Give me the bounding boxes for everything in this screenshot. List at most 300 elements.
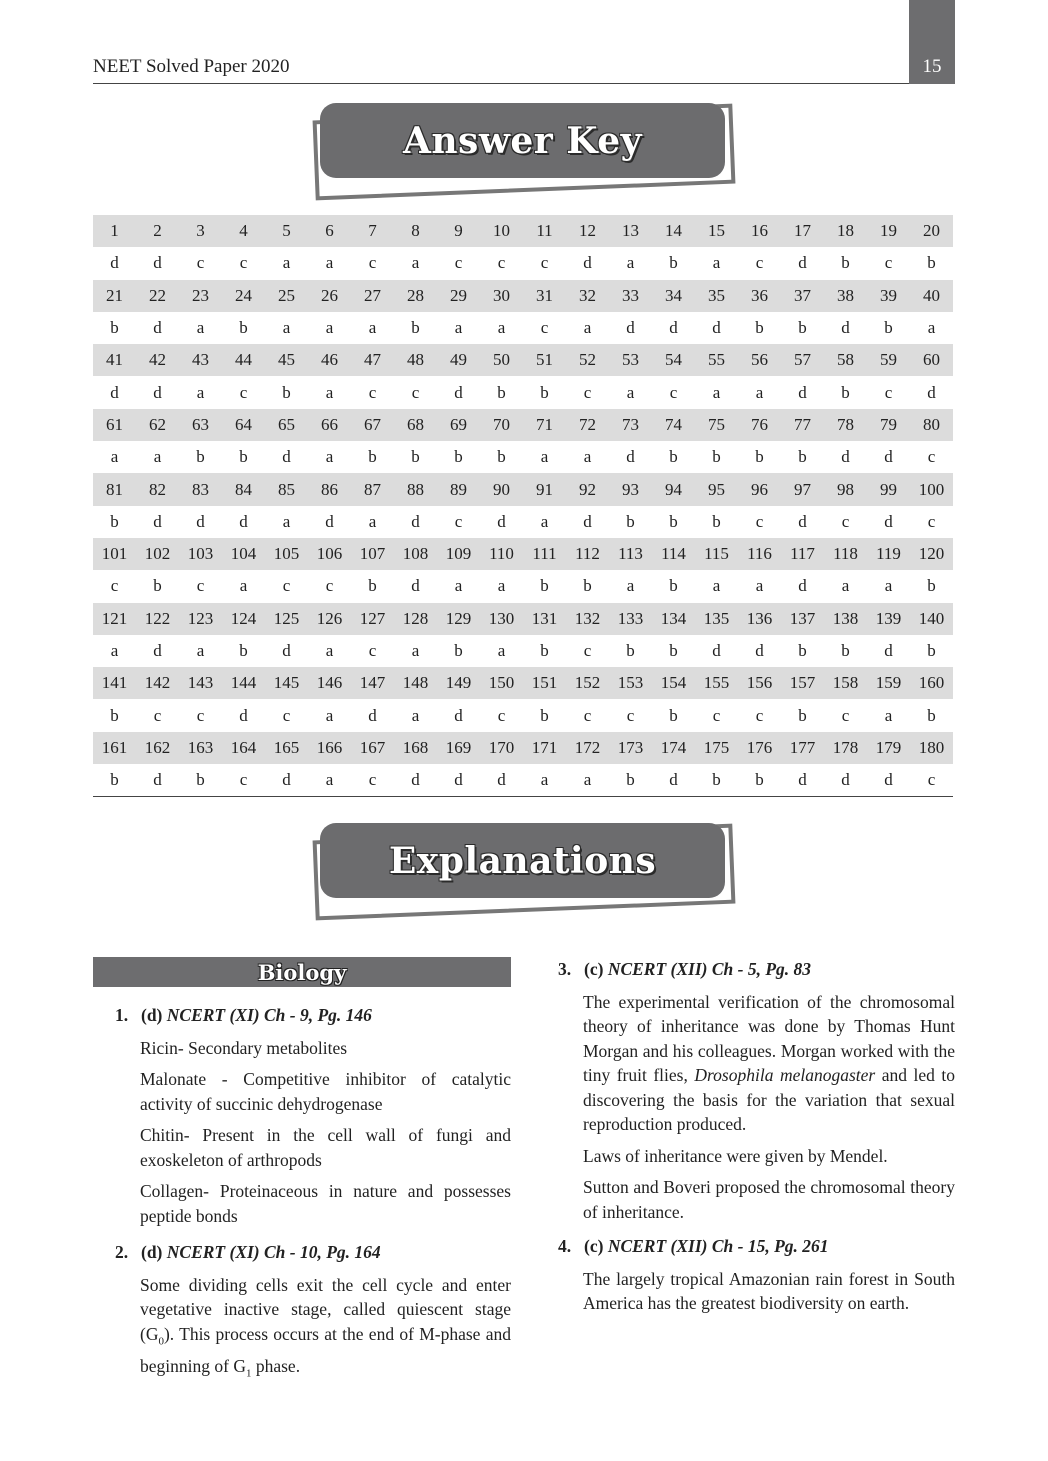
question-number-cell: 20 [910, 215, 953, 247]
question-number-cell: 45 [265, 344, 308, 376]
answer-cell: b [884, 318, 893, 338]
question-number-cell: 173 [609, 732, 652, 764]
question-number-cell: 120 [910, 538, 953, 570]
answer-cell: c [454, 511, 463, 531]
answer-cell: b [93, 764, 136, 797]
answer-cell: c [755, 705, 764, 725]
answer-cell: c [497, 253, 506, 273]
answer-cell: d [583, 253, 592, 273]
answer-cell: b [626, 641, 635, 660]
question-number-cell: 77 [781, 409, 824, 441]
question-number-cell: 17 [781, 215, 824, 247]
question-number-cell: 29 [437, 280, 480, 312]
question-number-cell: 33 [609, 280, 652, 312]
question-number-cell: 136 [738, 603, 781, 635]
question-number-cell: 85 [265, 473, 308, 505]
question-number: 1. [115, 1005, 129, 1025]
answer-cell: b [798, 447, 807, 467]
question-number-cell: 71 [523, 409, 566, 441]
right-column [558, 957, 955, 1323]
question-number-cell: 128 [394, 603, 437, 635]
explanation-paragraph [115, 1273, 511, 1386]
question-number-cell: 75 [695, 409, 738, 441]
answer-cell: b [755, 447, 764, 467]
question-number-row [93, 409, 953, 441]
question-option: (d) [141, 1005, 163, 1025]
answer-row [93, 635, 953, 667]
answer-cell: b [669, 576, 678, 596]
question-number-cell: 153 [609, 667, 652, 699]
answer-cell: d [626, 318, 635, 338]
answer-cell: a [566, 764, 609, 797]
answer-cell: a [626, 576, 635, 596]
question-number-cell: 30 [480, 280, 523, 312]
answer-cell: b [695, 764, 738, 797]
question-number-cell: 166 [308, 732, 351, 764]
question-number-cell: 172 [566, 732, 609, 764]
question-reference: NCERT (XII) Ch - 5, Pg. 83 [607, 959, 812, 979]
question-number-cell: 180 [910, 732, 953, 764]
question-number-cell: 84 [222, 473, 265, 505]
question-number-cell: 122 [136, 603, 179, 635]
question-number-cell: 156 [738, 667, 781, 699]
answer-cell: b [411, 318, 420, 338]
question-number-cell: 23 [179, 280, 222, 312]
answer-cell: d [454, 382, 463, 402]
answer-cell: a [411, 641, 420, 660]
answer-cell: c [540, 318, 549, 338]
answer-cell: a [196, 641, 205, 660]
question-number-row [93, 344, 953, 376]
answer-cell: a [282, 318, 291, 338]
question-option: (d) [141, 1242, 163, 1262]
answer-cell: c [351, 764, 394, 797]
answer-cell: d [583, 511, 592, 531]
question-number-cell: 61 [93, 409, 136, 441]
answer-cell: b [669, 511, 678, 531]
explanation-paragraph [558, 990, 955, 1137]
answer-cell: b [110, 705, 119, 725]
question-number-cell: 41 [93, 344, 136, 376]
question-number-cell: 27 [351, 280, 394, 312]
question-number-cell: 143 [179, 667, 222, 699]
question-number-cell: 92 [566, 473, 609, 505]
answer-cell: a [368, 318, 377, 338]
question-number-row [93, 732, 953, 764]
answer-cell: d [153, 253, 162, 273]
explanation-paragraph: Laws of inheritance were given by Mendel. [583, 1145, 888, 1166]
question-number-cell: 50 [480, 344, 523, 376]
question-number-cell: 73 [609, 409, 652, 441]
answer-cell: d [454, 705, 463, 725]
question-number-cell: 101 [93, 538, 136, 570]
running-header-title: NEET Solved Paper 2020 [93, 56, 290, 77]
question-number-cell: 126 [308, 603, 351, 635]
explanation-paragraph: Malonate - Competitive inhibitor of catalytic activity of succinic dehydrogenase [140, 1069, 511, 1114]
answer-cell: a [540, 511, 549, 531]
question-number-cell: 151 [523, 667, 566, 699]
answer-key-banner [312, 100, 742, 215]
answer-cell: c [884, 253, 893, 273]
question-number-cell: 57 [781, 344, 824, 376]
question-number-cell: 116 [738, 538, 781, 570]
question-number-cell: 175 [695, 732, 738, 764]
answer-cell: b [798, 318, 807, 338]
answer-cell: d [437, 764, 480, 797]
question-number-cell: 88 [394, 473, 437, 505]
question-number-cell: 11 [523, 215, 566, 247]
answer-cell: c [196, 576, 205, 596]
answer-cell: a [196, 382, 205, 402]
answer-cell: b [609, 764, 652, 797]
answer-cell: c [196, 705, 205, 725]
answer-cell: a [884, 705, 893, 725]
question-number-cell: 69 [437, 409, 480, 441]
question-number-cell: 46 [308, 344, 351, 376]
answer-cell: a [196, 318, 205, 338]
question-number-cell: 142 [136, 667, 179, 699]
answer-cell: d [136, 764, 179, 797]
answer-cell: c [153, 705, 162, 725]
question-number-cell: 109 [437, 538, 480, 570]
question-number-row [93, 280, 953, 312]
answer-cell: a [308, 764, 351, 797]
question-number-cell: 125 [265, 603, 308, 635]
question-number-cell: 68 [394, 409, 437, 441]
question-number-cell: 157 [781, 667, 824, 699]
answer-cell: c [239, 382, 248, 402]
answer-cell: a [239, 576, 248, 596]
answer-cell: a [583, 318, 592, 338]
explanation-paragraph: Collagen- Proteinaceous in nature and possesses peptide bonds [140, 1181, 511, 1226]
answer-cell: d [798, 576, 807, 596]
answer-cell: a [583, 447, 592, 467]
answer-cell: a [153, 447, 162, 467]
answer-cell: a [110, 641, 119, 660]
answer-cell: b [110, 318, 119, 338]
question-number-cell: 31 [523, 280, 566, 312]
answer-cell: c [368, 641, 377, 660]
question-number-row [93, 538, 953, 570]
question-number-cell: 102 [136, 538, 179, 570]
explanation-paragraph: The largely tropical Amazonian rain forest in South America has the greatest biodiversity on earth. [583, 1268, 955, 1313]
text-run: Some dividing cells exit the cell cycle and enter vegetative inactive stage, called quiescent stage (G [140, 1274, 511, 1344]
answer-cell: d [196, 511, 205, 531]
answer-cell: c [497, 705, 506, 725]
answer-cell: d [884, 641, 893, 660]
explanation-paragraph: Ricin- Secondary metabolites [140, 1037, 348, 1058]
answer-key-table [93, 215, 953, 797]
question-number-cell: 129 [437, 603, 480, 635]
answer-cell: b [282, 382, 291, 402]
answer-cell: a [325, 705, 334, 725]
answer-cell: c [841, 705, 850, 725]
question-number-cell: 32 [566, 280, 609, 312]
question-number-cell: 161 [93, 732, 136, 764]
question-number-cell: 95 [695, 473, 738, 505]
answer-row [93, 764, 953, 797]
answer-cell: d [884, 447, 893, 467]
answer-cell: b [738, 764, 781, 797]
question-number-cell: 54 [652, 344, 695, 376]
question-number-cell: 82 [136, 473, 179, 505]
answer-cell: c [626, 705, 635, 725]
header-rule [93, 83, 955, 84]
answer-cell: b [583, 576, 592, 596]
question-number-cell: 60 [910, 344, 953, 376]
answer-cell: a [110, 447, 119, 467]
answer-cell: d [867, 764, 910, 797]
answer-cell: b [669, 641, 678, 660]
question-number-cell: 139 [867, 603, 910, 635]
question-number-cell: 9 [437, 215, 480, 247]
question-number-cell: 21 [93, 280, 136, 312]
question-number-row [93, 215, 953, 247]
question-number-cell: 38 [824, 280, 867, 312]
answer-cell: d [884, 511, 893, 531]
question-number-cell: 74 [652, 409, 695, 441]
question-number-cell: 149 [437, 667, 480, 699]
question-number-cell: 130 [480, 603, 523, 635]
question-number-cell: 70 [480, 409, 523, 441]
question-number-cell: 112 [566, 538, 609, 570]
question-number-cell: 5 [265, 215, 308, 247]
answer-cell: c [583, 705, 592, 725]
answer-cell: c [583, 641, 592, 660]
answer-cell: a [497, 641, 506, 660]
answer-cell: a [368, 511, 377, 531]
answer-cell: d [798, 382, 807, 402]
answer-cell: a [454, 576, 463, 596]
answer-cell: d [824, 764, 867, 797]
answer-cell: b [540, 705, 549, 725]
question-number-cell: 99 [867, 473, 910, 505]
answer-cell: b [454, 447, 463, 467]
page-number-tab [909, 0, 955, 84]
question-number-cell: 55 [695, 344, 738, 376]
question-number-cell: 86 [308, 473, 351, 505]
answer-cell: b [841, 253, 850, 273]
question-number-cell: 96 [738, 473, 781, 505]
answer-cell: b [669, 253, 678, 273]
question-number-cell: 93 [609, 473, 652, 505]
answer-cell: d [239, 511, 248, 531]
question-number-cell: 51 [523, 344, 566, 376]
question-number-cell: 148 [394, 667, 437, 699]
answer-cell: c [454, 253, 463, 273]
answer-row [93, 506, 953, 538]
species-name: Drosophila melanogaster [694, 1065, 876, 1085]
question-number-cell: 174 [652, 732, 695, 764]
question-number-cell: 167 [351, 732, 394, 764]
question-number-cell: 90 [480, 473, 523, 505]
answer-cell: d [652, 764, 695, 797]
question-number-cell: 169 [437, 732, 480, 764]
answer-cell: a [325, 447, 334, 467]
question-number-cell: 135 [695, 603, 738, 635]
answer-cell: b [540, 576, 549, 596]
answer-cell: c [927, 447, 936, 467]
answer-cell: b [497, 447, 506, 467]
question-4-heading [558, 1234, 955, 1259]
question-number-cell: 78 [824, 409, 867, 441]
question-number-cell: 26 [308, 280, 351, 312]
question-number-cell: 81 [93, 473, 136, 505]
explanations-banner [312, 820, 742, 935]
answer-cell: b [239, 641, 248, 660]
question-number-cell: 12 [566, 215, 609, 247]
answer-cell: c [368, 382, 377, 402]
answer-cell: c [755, 253, 764, 273]
question-number-cell: 79 [867, 409, 910, 441]
answer-cell: d [153, 382, 162, 402]
answer-cell: a [325, 253, 334, 273]
page-number: 15 [922, 56, 942, 77]
question-number: 3. [558, 959, 572, 979]
question-number-cell: 168 [394, 732, 437, 764]
answer-cell: d [153, 318, 162, 338]
question-number: 4. [558, 1236, 572, 1256]
answer-cell: c [884, 382, 893, 402]
question-number-cell: 100 [910, 473, 953, 505]
answer-cell: d [497, 511, 506, 531]
question-number-cell: 37 [781, 280, 824, 312]
answer-cell: c [110, 576, 119, 596]
question-number-cell: 152 [566, 667, 609, 699]
question-number-cell: 117 [781, 538, 824, 570]
question-number-cell: 110 [480, 538, 523, 570]
question-number-cell: 106 [308, 538, 351, 570]
answer-cell: a [325, 318, 334, 338]
question-number-cell: 147 [351, 667, 394, 699]
question-number-cell: 160 [910, 667, 953, 699]
answer-cell: d [841, 318, 850, 338]
question-number-cell: 42 [136, 344, 179, 376]
question-number-cell: 179 [867, 732, 910, 764]
question-number-cell: 146 [308, 667, 351, 699]
answer-cell: b [712, 447, 721, 467]
answer-cell: b [841, 641, 850, 660]
question-number-cell: 107 [351, 538, 394, 570]
question-number-cell: 97 [781, 473, 824, 505]
question-number-cell: 15 [695, 215, 738, 247]
question-number-cell: 65 [265, 409, 308, 441]
question-number-cell: 44 [222, 344, 265, 376]
answer-cell: b [239, 318, 248, 338]
answer-cell: b [927, 641, 936, 660]
text-run: and led to discovering the basis for the variation that sexual reproduction produced. [583, 1065, 955, 1134]
answer-cell: b [454, 641, 463, 660]
explanation-paragraph: Sutton and Boveri proposed the chromosomal theory of inheritance. [583, 1177, 955, 1222]
answer-cell: d [282, 447, 291, 467]
answer-cell: b [239, 447, 248, 467]
question-number-cell: 89 [437, 473, 480, 505]
answer-cell: c [282, 576, 291, 596]
question-number-cell: 165 [265, 732, 308, 764]
answer-cell: c [325, 576, 334, 596]
answer-cell: d [841, 447, 850, 467]
question-number-row [93, 603, 953, 635]
question-number: 2. [115, 1242, 129, 1262]
answer-cell: d [110, 253, 119, 273]
question-number-cell: 177 [781, 732, 824, 764]
answer-row [93, 376, 953, 408]
answer-cell: c [222, 764, 265, 797]
question-number-cell: 52 [566, 344, 609, 376]
question-3-heading [558, 957, 955, 982]
answer-cell: a [927, 318, 936, 338]
subscript: 0 [158, 1335, 164, 1347]
answer-cell: a [411, 253, 420, 273]
question-number-cell: 39 [867, 280, 910, 312]
answer-row [93, 441, 953, 473]
answer-cell: d [626, 447, 635, 467]
answer-cell: a [884, 576, 893, 596]
answer-cell: a [497, 318, 506, 338]
answer-cell: b [798, 641, 807, 660]
question-number-cell: 108 [394, 538, 437, 570]
question-number-cell: 121 [93, 603, 136, 635]
question-number-cell: 103 [179, 538, 222, 570]
question-number-cell: 4 [222, 215, 265, 247]
answer-cell: d [712, 318, 721, 338]
answer-row [93, 570, 953, 602]
question-number-cell: 16 [738, 215, 781, 247]
answer-cell: b [669, 447, 678, 467]
subscript: 1 [245, 1367, 252, 1379]
answer-cell: c [910, 764, 953, 797]
answer-cell: a [325, 641, 334, 660]
question-number-cell: 162 [136, 732, 179, 764]
answer-cell: c [196, 253, 205, 273]
left-column [115, 1003, 511, 1393]
answer-cell: c [712, 705, 721, 725]
question-number-cell: 83 [179, 473, 222, 505]
answer-cell: a [626, 382, 635, 402]
answer-cell: d [325, 511, 334, 531]
answer-cell: a [497, 576, 506, 596]
question-number-cell: 47 [351, 344, 394, 376]
answer-cell: d [368, 705, 377, 725]
question-number-cell: 127 [351, 603, 394, 635]
question-number-cell: 36 [738, 280, 781, 312]
question-number-cell: 159 [867, 667, 910, 699]
question-number-cell: 164 [222, 732, 265, 764]
answer-cell: a [540, 447, 549, 467]
answer-cell: a [282, 511, 291, 531]
question-number-cell: 144 [222, 667, 265, 699]
answer-cell: b [497, 382, 506, 402]
answer-cell: c [669, 382, 678, 402]
question-number-cell: 163 [179, 732, 222, 764]
answer-cell: d [411, 511, 420, 531]
question-number-cell: 176 [738, 732, 781, 764]
question-number-cell: 66 [308, 409, 351, 441]
question-number-cell: 24 [222, 280, 265, 312]
answer-cell: a [755, 382, 764, 402]
answer-cell: c [583, 382, 592, 402]
question-1-heading [115, 1003, 511, 1028]
answer-cell: a [712, 576, 721, 596]
question-number-cell: 10 [480, 215, 523, 247]
question-number-cell: 104 [222, 538, 265, 570]
answer-cell: d [394, 764, 437, 797]
question-number-cell: 53 [609, 344, 652, 376]
answer-cell: d [282, 641, 291, 660]
answer-cell: b [153, 576, 162, 596]
question-number-cell: 72 [566, 409, 609, 441]
question-reference: NCERT (XI) Ch - 10, Pg. 164 [166, 1242, 381, 1262]
